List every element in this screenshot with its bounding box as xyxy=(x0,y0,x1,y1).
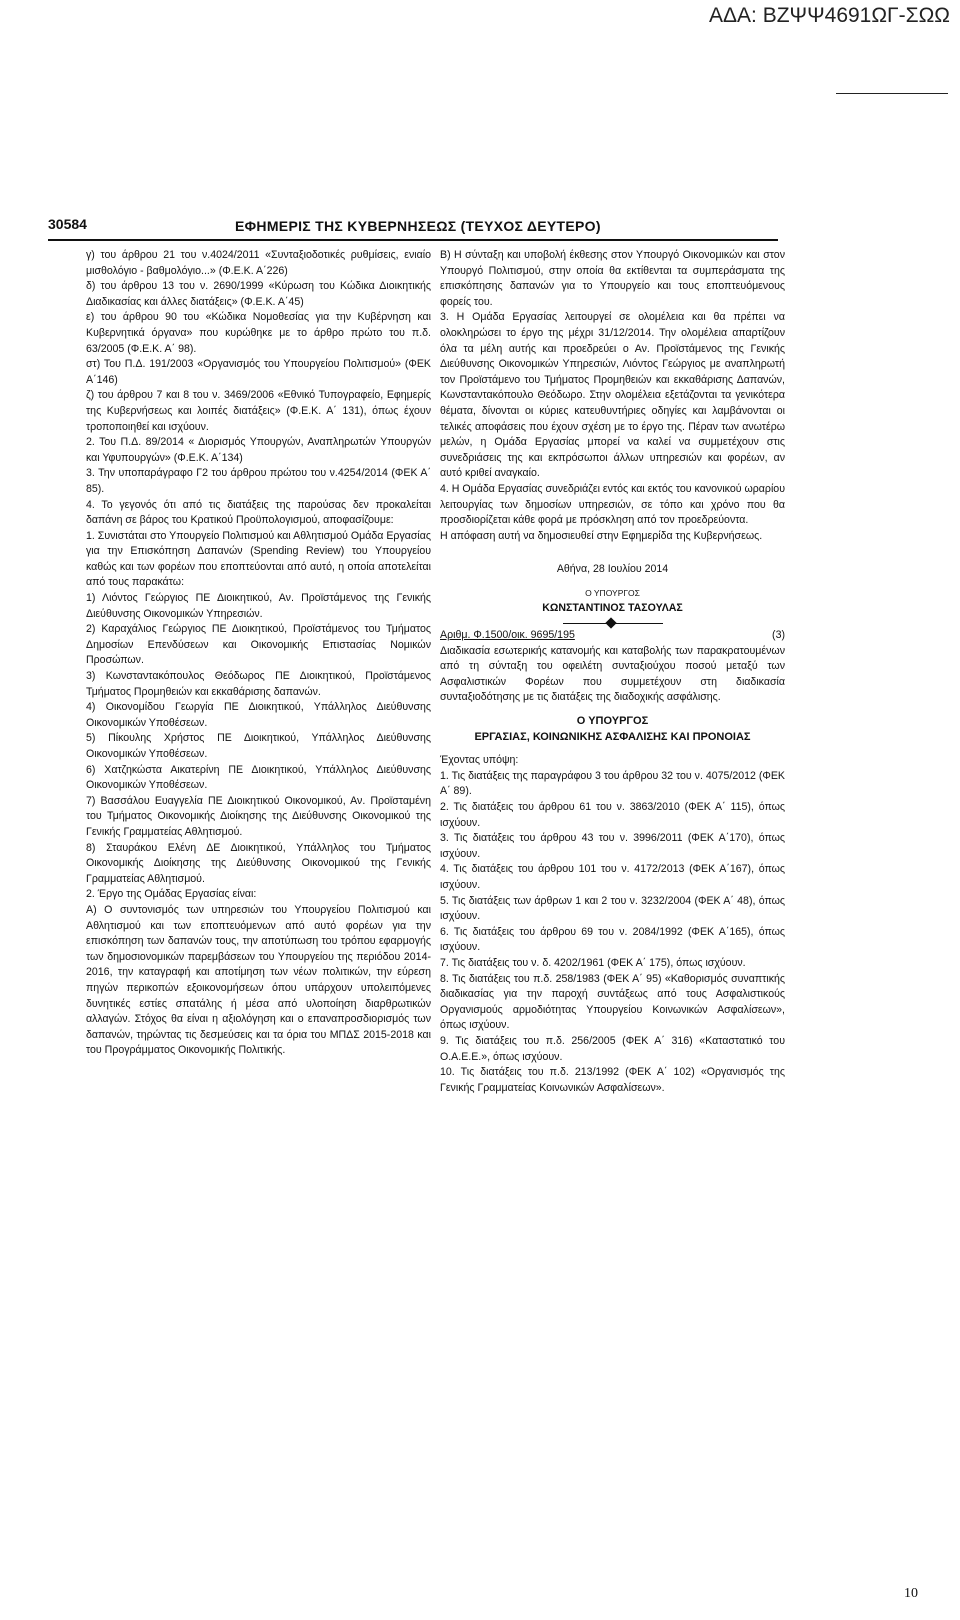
list-item: 2. Τις διατάξεις του άρθρου 61 του ν. 3863/2010 (ΦΕΚ Α΄ 115), όπως ισχύουν. xyxy=(440,801,785,829)
list-item: 5. Τις διατάξεις των άρθρων 1 και 2 του ν. 3232/2004 (ΦΕΚ Α΄ 48), όπως ισχύουν. xyxy=(440,894,785,923)
paragraph: 3. Την υποπαράγραφο Γ2 του άρθρου πρώτου του ν.4254/2014 (ΦΕΚ Α΄ 85). xyxy=(86,467,431,495)
ministry-heading: ΕΡΓΑΣΙΑΣ, ΚΟΙΝΩΝΙΚΗΣ ΑΣΦΑΛΙΣΗΣ ΚΑΙ ΠΡΟΝΟΙΑΣ xyxy=(474,730,751,743)
signer-title: Ο ΥΠΟΥΡΓΟΣ xyxy=(585,587,640,598)
header-rule xyxy=(48,239,778,241)
paragraph: στ) Του Π.Δ. 191/2003 «Οργανισμός του Υπουργείου Πολιτισμού» (ΦΕΚ Α΄146) xyxy=(86,358,431,386)
list-item: 6. Τις διατάξεις του άρθρου 69 του ν. 2084/1992 (ΦΕΚ Α΄165), όπως ισχύουν. xyxy=(440,925,785,954)
gazette-title: ΕΦΗΜΕΡΙΣ ΤΗΣ ΚΥΒΕΡΝΗΣΕΩΣ (ΤΕΥΧΟΣ ΔΕΥΤΕΡΟ) xyxy=(235,218,601,234)
paragraph: Η απόφαση αυτή να δημοσιευθεί στην Εφημερίδα της Κυβερνήσεως. xyxy=(440,529,763,542)
paragraph: 2. Έργο της Ομάδας Εργασίας είναι: xyxy=(86,888,257,901)
paragraph: 2. Του Π.Δ. 89/2014 « Διορισμός Υπουργών, Αναπληρωτών Υπουργών και Υφυπουργών» (Φ.Ε.Κ. Α΄134) xyxy=(86,436,431,464)
decision-title: Διαδικασία εσωτερικής κατανομής και καταβολής των παρακρατουμένων από τη σύνταξη του οφειλέτη συνταξιούχου ποσού μεταξύ των Ασφαλιστικών Φορέων που συμμετέχουν στη διαδικασία συνταξιοδότησης με τις διατάξεις της διαδοχικής ασφάλισης. xyxy=(440,644,785,704)
paragraph: 4. Το γεγονός ότι από τις διατάξεις της παρούσας δεν προκαλείται δαπάνη σε βάρος του Κρατικού Προϋπολογισμού, αποφασίζουμε: xyxy=(86,498,431,527)
decision-reference: Αριθμ. Φ.1500/οικ. 9695/195 xyxy=(440,629,575,642)
paragraph: 8) Σταυράκου Ελένη ΔΕ Διοικητικού, Υπάλληλος του Τμήματος Οικονομικής Διοίκησης της Διεύθυνσης Οικονομικού της Γενικής Γραμματείας Αθλητισμού. xyxy=(86,841,431,885)
paragraph: 4. Η Ομάδα Εργασίας συνεδριάζει εντός και εκτός του κανονικού ωραρίου λειτουργίας των δημοσίων υπηρεσιών, σε τόπο και χρόνο που θα προσδιορίζεται κάθε φορά με πρόσκληση από τον προεδρεύοντα. xyxy=(440,482,785,527)
list-item: 1. Τις διατάξεις της παραγράφου 3 του άρθρου 32 του ν. 4075/2012 (ΦΕΚ Α΄ 89). xyxy=(440,769,785,798)
decision-number: (3) xyxy=(772,629,785,642)
paragraph: 4) Οικονομίδου Γεωργία ΠΕ Διοικητικού, Υπάλληλος Διεύθυνσης Οικονομικών Υποθέσεων. xyxy=(86,701,431,729)
section-separator xyxy=(563,623,663,624)
list-item: 8. Τις διατάξεις του π.δ. 258/1983 (ΦΕΚ Α΄ 95) «Καθορισμός συναπτικής διαδικασίας για την παροχή συντάξεως από τους Ασφαλιστικούς Οργανισμούς αρμοδιότητας Υπουργείου Κοινωνικών Ασφαλίσεων», όπως ισχύουν. xyxy=(440,972,785,1032)
list-item: 9. Τις διατάξεις του π.δ. 256/2005 (ΦΕΚ Α΄ 316) «Καταστατικό του Ο.Α.Ε.Ε.», όπως ισχύουν. xyxy=(440,1034,785,1063)
minister-heading: Ο ΥΠΟΥΡΓΟΣ xyxy=(576,715,649,728)
left-column xyxy=(86,248,431,1059)
paragraph: 1. Συνιστάται στο Υπουργείο Πολιτισμού και Αθλητισμού Ομάδα Εργασίας για την Επισκόπηση Δαπανών (Spending Review) του Υπουργείου καθώς και των φορέων που εποπτεύονται από αυτό, η οποία αποτελείται από τους παρακάτω: xyxy=(86,529,431,589)
page-footer-number: 10 xyxy=(904,1586,918,1601)
paragraph: 7) Βασσάλου Ευαγγελία ΠΕ Διοικητικού Οικονομικού, Αν. Προϊσταμένη του Τμήματος Οικονομικής Διοίκησης της Διεύθυνσης Οικονομικού της Γενικής Γραμματείας Αθλητισμού. xyxy=(86,794,431,838)
paragraph: 5) Πίκουλης Χρήστος ΠΕ Διοικητικού, Υπάλληλος Διεύθυνσης Οικονομικών Υποθέσεων. xyxy=(86,732,431,760)
paragraph: ε) του άρθρου 90 του «Κώδικα Νομοθεσίας για την Κυβέρνηση και Κυβερνητικά όργανα» που κυρώθηκε με το άρθρο πρώτο του π.δ. 63/2005 (Φ.Ε.Κ. Α΄ 98). xyxy=(86,311,431,355)
paragraph: 6) Χατζηκώστα Αικατερίνη ΠΕ Διοικητικού, Υπάλληλος Διεύθυνσης Οικονομικών Υποθέσεων. xyxy=(86,763,431,792)
decision-reference-line xyxy=(440,628,785,644)
paragraph: Β) Η σύνταξη και υποβολή έκθεσης στον Υπουργό Οικονομικών και στον Υπουργό Πολιτισμού, στην οποία θα εκτίθενται τα συμπεράσματα της επισκόπησης δαπανών για το Υπουργείο και τους εποπτευόμενους φορείς του. xyxy=(440,249,785,308)
list-item: 7. Τις διατάξεις του ν. δ. 4202/1961 (ΦΕΚ Α΄ 175), όπως ισχύουν. xyxy=(440,956,746,969)
ada-code: ΑΔΑ: ΒΖΨΨ4691ΩΓ-ΣΩΩ xyxy=(709,4,950,27)
date-line: Αθήνα, 28 Ιουλίου 2014 xyxy=(556,563,669,576)
signer-name: ΚΩΝΣΤΑΝΤΙΝΟΣ ΤΑΣΟΥΛΑΣ xyxy=(542,602,683,615)
paragraph: 3) Κωνσταντακόπουλος Θεόδωρος ΠΕ Διοικητικού, Προϊστάμενος Τμήματος Προμηθειών και εκκαθάρισης δαπανών. xyxy=(86,670,431,698)
paragraph: 3. Η Ομάδα Εργασίας λειτουργεί σε ολομέλεια και θα πρέπει να ολοκληρώσει το έργο της μέχρι 31/12/2014. Την ολομέλεια απαρτίζουν όλα τα μέλη αυτής και προεδρεύει ο Αν. Προϊστάμενος της Γενικής Διεύθυνσης Οικονομικών Υπηρεσιών, Λιόντος Γεώργιος με αναπληρωτή τον Προϊστάμενο του Τμήματος Προμηθειών και εκκαθάρισης Δαπανών, Κωνσταντακόπουλο Θεόδωρο. Στην ολομέλεια εξετάζονται τα γενικότερα θέματα, δίνονται οι κύριες κατευθυντήριες οδηγίες και λαμβάνονται οι τελικές αποφάσεις που έχουν σχέση με το έργο της. Πέραν των ανωτέρω μελών, η Ομάδα Εργασίας μπορεί να καλεί να συμμετέχουν στις συνεδριάσεις της και εκπρόσωποι άλλων υπηρεσιών και φορέων, αν αυτό κριθεί αναγκαίο. xyxy=(440,311,785,480)
paragraph: γ) του άρθρου 21 του ν.4024/2011 «Συνταξιοδοτικές ρυθμίσεις, ενιαίο μισθολόγιο - βαθμολόγιο...» (Φ.Ε.Κ. Α΄226) xyxy=(86,249,431,277)
list-item: 4. Τις διατάξεις του άρθρου 101 του ν. 4172/2013 (ΦΕΚ Α΄167), όπως ισχύουν. xyxy=(440,863,785,891)
list-item: 10. Τις διατάξεις του π.δ. 213/1992 (ΦΕΚ Α΄ 102) «Οργανισμός της Γενικής Γραμματείας Κοινωνικών Ασφαλίσεων». xyxy=(440,1066,785,1094)
paragraph: 1) Λιόντος Γεώργιος ΠΕ Διοικητικού, Αν. Προϊστάμενος της Γενικής Διεύθυνσης Οικονομικών Υπηρεσιών. xyxy=(86,592,431,620)
right-column xyxy=(440,248,785,1096)
diamond-ornament-icon xyxy=(605,617,616,628)
top-rule xyxy=(836,93,948,94)
paragraph: Α) Ο συντονισμός των υπηρεσιών του Υπουργείου Πολιτισμού και Αθλητισμού και των εποπτευόμενων από αυτό φορέων για την επισκόπηση των δαπανών τους, την αποτύπωση του τρόπου εφαρμογής των δημοσιονομικών παρεμβάσεων του Υπουργείου της περιόδου 2014-2016, την καταγραφή και αποτίμηση των νέων πολιτικών, την εύρεση πηγών περικοπών εξοικονομήσεων όπου υπάρχουν υπολειπόμενες δυνητικές εστίες σπατάλης ή μέσα από υλοποίηση διαρθρωτικών αλλαγών. Στόχος θα είναι η αξιολόγηση και ο επαναπροσδιορισμός των δαπανών, τηρώντας τις δεσμεύσεις και τα όρια του ΜΠΔΣ 2015-2018 και του Προγράμματος Οικονομικής Πολιτικής. xyxy=(86,903,431,1057)
paragraph: 2) Καραχάλιος Γεώργιος ΠΕ Διοικητικού, Προϊστάμενος του Τμήματος Δημοσίων Επενδύσεων και Οικονομικής Επιστασίας Νομικών Προσώπων. xyxy=(86,623,431,667)
paragraph: δ) του άρθρου 13 του ν. 2690/1999 «Κύρωση του Κώδικα Διοικητικής Διαδικασίας και άλλες διατάξεις» (Φ.Ε.Κ. Α΄45) xyxy=(86,280,431,308)
paragraph: ζ) του άρθρου 7 και 8 του ν. 3469/2006 «Εθνικό Τυπογραφείο, Εφημερίς της Κυβερνήσεως και λοιπές διατάξεις» (Φ.Ε.Κ. Α΄ 131), όπως έχουν τροποποιηθεί και ισχύουν. xyxy=(86,389,431,433)
considering-label: Έχοντας υπόψη: xyxy=(440,754,519,767)
list-item: 3. Τις διατάξεις του άρθρου 43 του ν. 3996/2011 (ΦΕΚ Α΄170), όπως ισχύουν. xyxy=(440,832,785,860)
gazette-page-number: 30584 xyxy=(48,216,87,232)
